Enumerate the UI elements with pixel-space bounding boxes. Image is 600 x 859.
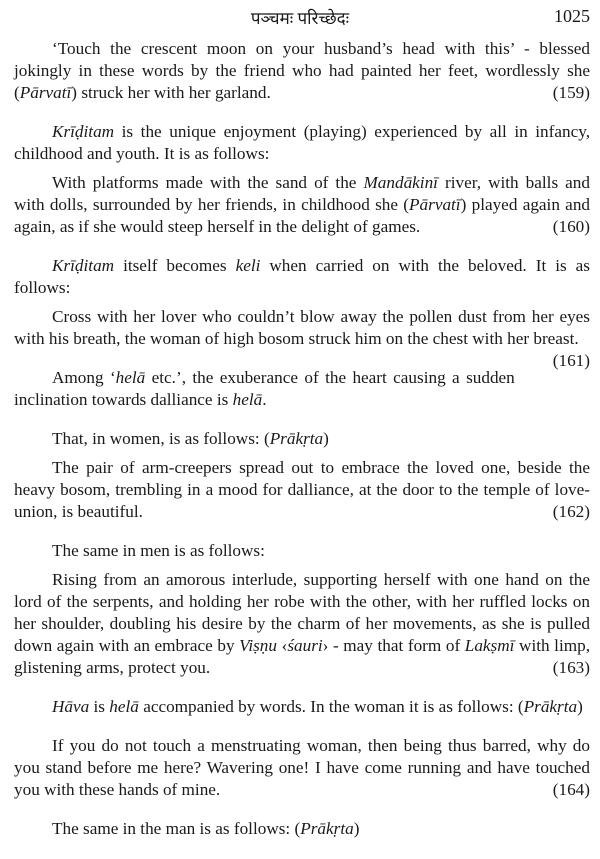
definition-hela — [14, 367, 590, 411]
paragraph-text: Hāva is helā accompanied by words. In the woman it is as follows: (Prākṛta) — [52, 697, 583, 716]
page-number: 1025 — [554, 6, 590, 26]
paragraph-text: The same in men is as follows: — [52, 541, 265, 560]
definition-hava — [14, 696, 590, 718]
verse-163 — [14, 569, 590, 679]
page-header — [0, 6, 600, 30]
paragraph-text: With platforms made with the sand of the Mandākinī river, with balls and with dolls, surrounded by her friends, in childhood she (Pārvatī) played again and again, as if she would steep herself in the delight of games. — [14, 173, 591, 236]
paragraph-text: Cross with her lover who couldn’t blow away the pollen dust from her eyes with his breath, the woman of high bosom struck him on the chest with her breast. — [14, 307, 590, 348]
intro-hela-women — [14, 428, 590, 450]
paragraph-text: That, in women, is as follows: (Prākṛta) — [52, 429, 329, 448]
verse-159 — [14, 38, 590, 104]
verse-number: (159) — [552, 83, 590, 102]
page-body — [14, 38, 590, 840]
verse-160 — [14, 172, 590, 238]
verse-number: (163) — [552, 658, 590, 677]
verse-number: (160) — [552, 217, 590, 236]
paragraph-text: The same in the man is as follows: (Prākṛta) — [52, 819, 360, 838]
verse-161 — [14, 306, 590, 370]
verse-162 — [14, 457, 590, 523]
chapter-title: पञ्चमः परिच्छेदः — [250, 9, 350, 28]
paragraph-text: Rising from an amorous interlude, supporting herself with one hand on the lord of the serpents, and holding her robe with the other, with her ruffled locks on her shoulder, doubling his desire by the charm of her movements, as she is pulled down again with an embrace by Viṣṇu ‹śauri› - may that form of Lakṣmī with limp, glistening arms, protect you. — [14, 570, 590, 677]
verse-number: (162) — [552, 502, 590, 521]
paragraph-text: Among ‘helā etc.’, the exuberance of the heart causing a sudden inclination towards dalliance is helā. — [14, 368, 515, 409]
definition-kriditam — [14, 121, 590, 165]
verse-number: (164) — [552, 780, 590, 799]
intro-hela-men — [14, 540, 590, 562]
verse-164 — [14, 735, 590, 801]
paragraph-text: Krīḍitam is the unique enjoyment (playing) experienced by all in infancy, childhood and youth. It is as follows: — [14, 122, 590, 163]
paragraph-text: Krīḍitam itself becomes keli when carried on with the beloved. It is as follows: — [14, 256, 590, 297]
paragraph-text: If you do not touch a menstruating woman, then being thus barred, why do you stand before me here? Wavering one! I have come running and have touched you with these hands of mine. — [14, 736, 590, 799]
paragraph-text: ‘Touch the crescent moon on your husband’s head with this’ - blessed jokingly in these words by the friend who had painted her feet, wordlessly she (Pārvatī) struck her with her garland. — [14, 39, 590, 102]
intro-hava-man — [14, 818, 590, 840]
verse-number: (161) — [552, 351, 590, 370]
paragraph-text: The pair of arm-creepers spread out to embrace the loved one, beside the heavy bosom, trembling in a mood for dalliance, at the door to the temple of love-union, is beautiful. — [14, 458, 590, 521]
definition-keli — [14, 255, 590, 299]
